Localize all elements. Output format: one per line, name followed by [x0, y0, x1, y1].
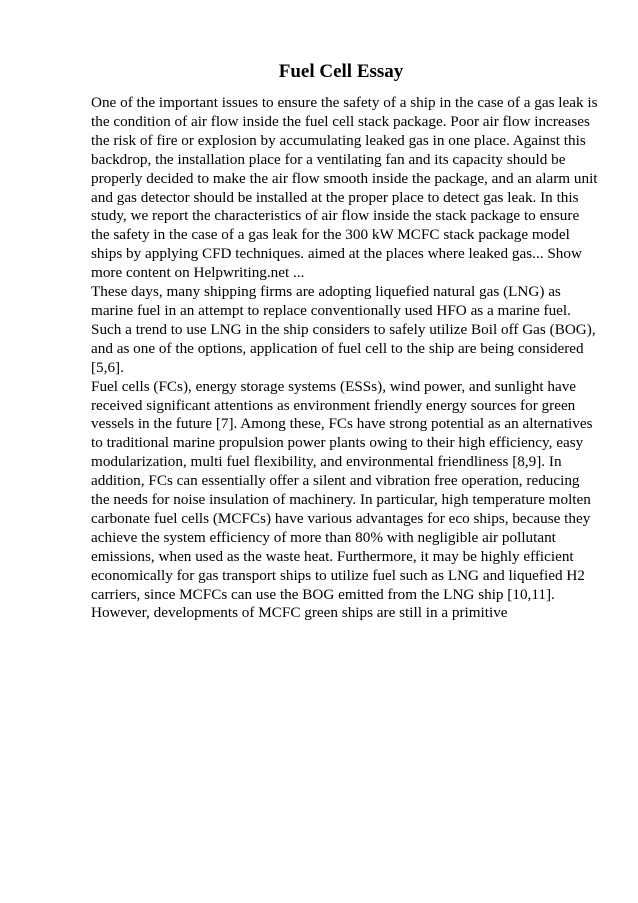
document-body: [91, 94, 601, 623]
paragraph-bog: Such a trend to use LNG in the ship considers to safely utilize Boil off Gas (BOG), and as one of the options, application of fuel cell to the ship are being considered [5,6].: [91, 320, 596, 376]
paragraph-lng-adoption: These days, many shipping firms are adopting liquefied natural gas (LNG) as marine fuel in an attempt to replace conventionally used HFO as a marine fuel.: [91, 283, 571, 319]
paragraph-fuel-cells: Fuel cells (FCs), energy storage systems (ESSs), wind power, and sunlight have received significant attentions as environment friendly energy sources for green vessels in the future [7]. Among these, FCs have strong potential as an alternatives to traditional marine propulsion power plants owing to their high efficiency, easy modularization, multi fuel flexibility, and environmental friendliness [8,9]. In addition, FCs can essentially offer a silent and vibration free operation, reducing the needs for noise insulation of machinery. In particular, high temperature molten carbonate fuel cells (MCFCs) have various advantages for eco ships, because they achieve the system efficiency of more than 80% with negligible air pollutant emissions, when used as the waste heat. Furthermore, it may be highly efficient economically for gas transport ships to utilize fuel such as LNG and liquefied H2 carriers, since MCFCs can use the BOG emitted from the LNG ship [10,11]. However, developments of MCFC green ships are still in a primitive: [91, 377, 593, 622]
paragraph-intro: One of the important issues to ensure the safety of a ship in the case of a gas leak is the condition of air flow inside the fuel cell stack package. Poor air flow increases the risk of fire or explosion by accumulating leaked gas in one place. Against this backdrop, the installation place for a ventilating fan and its capacity should be properly decided to make the air flow smooth inside the package, and an alarm unit and gas detector should be installed at the proper place to detect gas leak. In this study, we report the characteristics of air flow inside the stack package to ensure the safety in the case of a gas leak for the 300 kW MCFC stack package model ships by applying CFD techniques. aimed at the places where leaked gas... Show more content on Helpwriting.net ...: [91, 94, 598, 282]
document-title: Fuel Cell Essay: [278, 61, 404, 82]
